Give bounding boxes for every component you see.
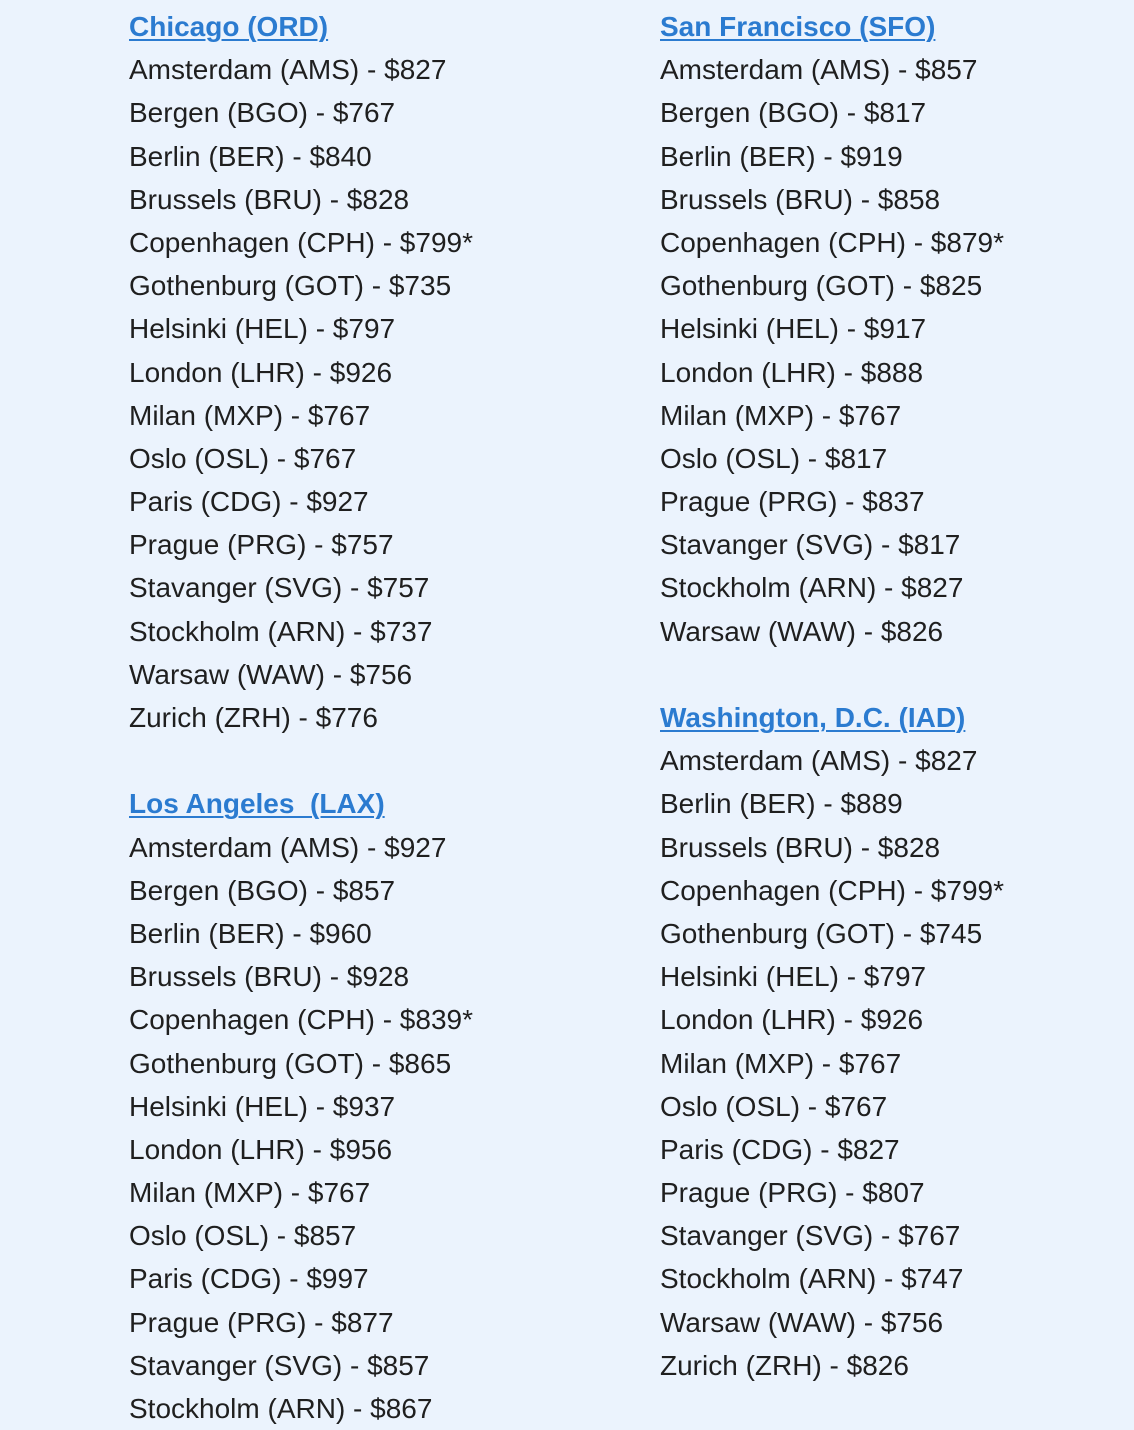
origin-link-los-angeles[interactable]: Los Angeles (LAX) [129, 788, 385, 820]
fare-item: Amsterdam (AMS) - $827 [129, 54, 447, 86]
fare-item: Helsinki (HEL) - $937 [129, 1090, 396, 1122]
origin-section-chicago [129, 5, 599, 739]
fare-item: Brussels (BRU) - $928 [129, 961, 410, 993]
fare-item: Helsinki (HEL) - $917 [660, 313, 927, 345]
origin-section-washington [660, 696, 1120, 1387]
fare-item: London (LHR) - $956 [129, 1133, 393, 1165]
fare-item: Stockholm (ARN) - $827 [660, 572, 964, 604]
fare-item: Copenhagen (CPH) - $799* [129, 226, 473, 258]
origin-link-washington[interactable]: Washington, D.C. (IAD) [660, 702, 966, 733]
fare-item: Brussels (BRU) - $828 [660, 831, 941, 863]
fare-item: Oslo (OSL) - $857 [129, 1220, 357, 1252]
fare-item: Warsaw (WAW) - $826 [660, 615, 944, 647]
fare-item: Milan (MXP) - $767 [129, 1177, 371, 1209]
fare-item: Milan (MXP) - $767 [129, 399, 371, 431]
fare-item: London (LHR) - $888 [660, 356, 924, 388]
fare-item: London (LHR) - $926 [660, 1004, 924, 1036]
fare-item: Stavanger (SVG) - $767 [660, 1220, 961, 1252]
fare-item: Bergen (BGO) - $817 [660, 97, 927, 129]
fare-item: Helsinki (HEL) - $797 [129, 313, 396, 345]
origin-link-chicago[interactable]: Chicago (ORD) [129, 11, 329, 42]
fare-item: Amsterdam (AMS) - $857 [660, 54, 978, 86]
left-column [129, 5, 599, 1430]
fare-item: Prague (PRG) - $757 [129, 529, 394, 561]
fare-item: Berlin (BER) - $960 [129, 917, 372, 949]
fare-item: Gothenburg (GOT) - $735 [129, 270, 452, 302]
fare-item: Stavanger (SVG) - $817 [660, 529, 961, 561]
fare-item: Paris (CDG) - $927 [129, 486, 369, 518]
fare-item: Berlin (BER) - $840 [129, 140, 372, 172]
fare-item: Prague (PRG) - $807 [660, 1177, 925, 1209]
fare-item: Zurich (ZRH) - $826 [660, 1349, 909, 1381]
fare-item: Paris (CDG) - $827 [660, 1133, 900, 1165]
fare-item: Oslo (OSL) - $817 [660, 442, 888, 474]
fare-item: Prague (PRG) - $837 [660, 486, 925, 518]
fare-item: Warsaw (WAW) - $756 [660, 1306, 944, 1338]
fare-item: Gothenburg (GOT) - $745 [660, 917, 983, 949]
fare-item: Stockholm (ARN) - $867 [129, 1393, 433, 1424]
right-column [660, 5, 1120, 1387]
fare-item: Brussels (BRU) - $858 [660, 183, 941, 215]
fare-list [660, 48, 1120, 653]
fare-item: Oslo (OSL) - $767 [660, 1090, 888, 1122]
fare-item: Paris (CDG) - $997 [129, 1263, 369, 1295]
fare-item: Warsaw (WAW) - $756 [129, 658, 413, 690]
fare-item: Bergen (BGO) - $767 [129, 97, 396, 129]
fare-item: Copenhagen (CPH) - $839* [129, 1004, 473, 1036]
fare-item: Oslo (OSL) - $767 [129, 442, 357, 474]
fare-list [129, 826, 599, 1430]
origin-section-los-angeles [129, 782, 599, 1430]
fare-item: London (LHR) - $926 [129, 356, 393, 388]
fare-item: Gothenburg (GOT) - $865 [129, 1047, 452, 1079]
fare-item: Copenhagen (CPH) - $879* [660, 226, 1004, 258]
fare-list [129, 48, 599, 739]
fare-item: Copenhagen (CPH) - $799* [660, 874, 1004, 906]
fare-list [660, 739, 1120, 1387]
fare-item: Amsterdam (AMS) - $827 [660, 745, 978, 777]
fare-item: Berlin (BER) - $889 [660, 788, 903, 820]
fare-item: Stockholm (ARN) - $737 [129, 615, 433, 647]
fare-item: Stockholm (ARN) - $747 [660, 1263, 964, 1295]
fare-item: Brussels (BRU) - $828 [129, 183, 410, 215]
fare-item: Prague (PRG) - $877 [129, 1306, 394, 1338]
fare-item: Gothenburg (GOT) - $825 [660, 270, 983, 302]
fare-item: Milan (MXP) - $767 [660, 399, 902, 431]
origin-section-san-francisco [660, 5, 1120, 653]
fare-item: Milan (MXP) - $767 [660, 1047, 902, 1079]
fare-item: Bergen (BGO) - $857 [129, 874, 396, 906]
fare-item: Stavanger (SVG) - $757 [129, 572, 430, 604]
fare-item: Zurich (ZRH) - $776 [129, 702, 378, 733]
fare-item: Stavanger (SVG) - $857 [129, 1349, 430, 1381]
fare-item: Helsinki (HEL) - $797 [660, 961, 927, 993]
fare-item: Berlin (BER) - $919 [660, 140, 903, 172]
fare-item: Amsterdam (AMS) - $927 [129, 831, 447, 863]
origin-link-san-francisco[interactable]: San Francisco (SFO) [660, 11, 936, 42]
